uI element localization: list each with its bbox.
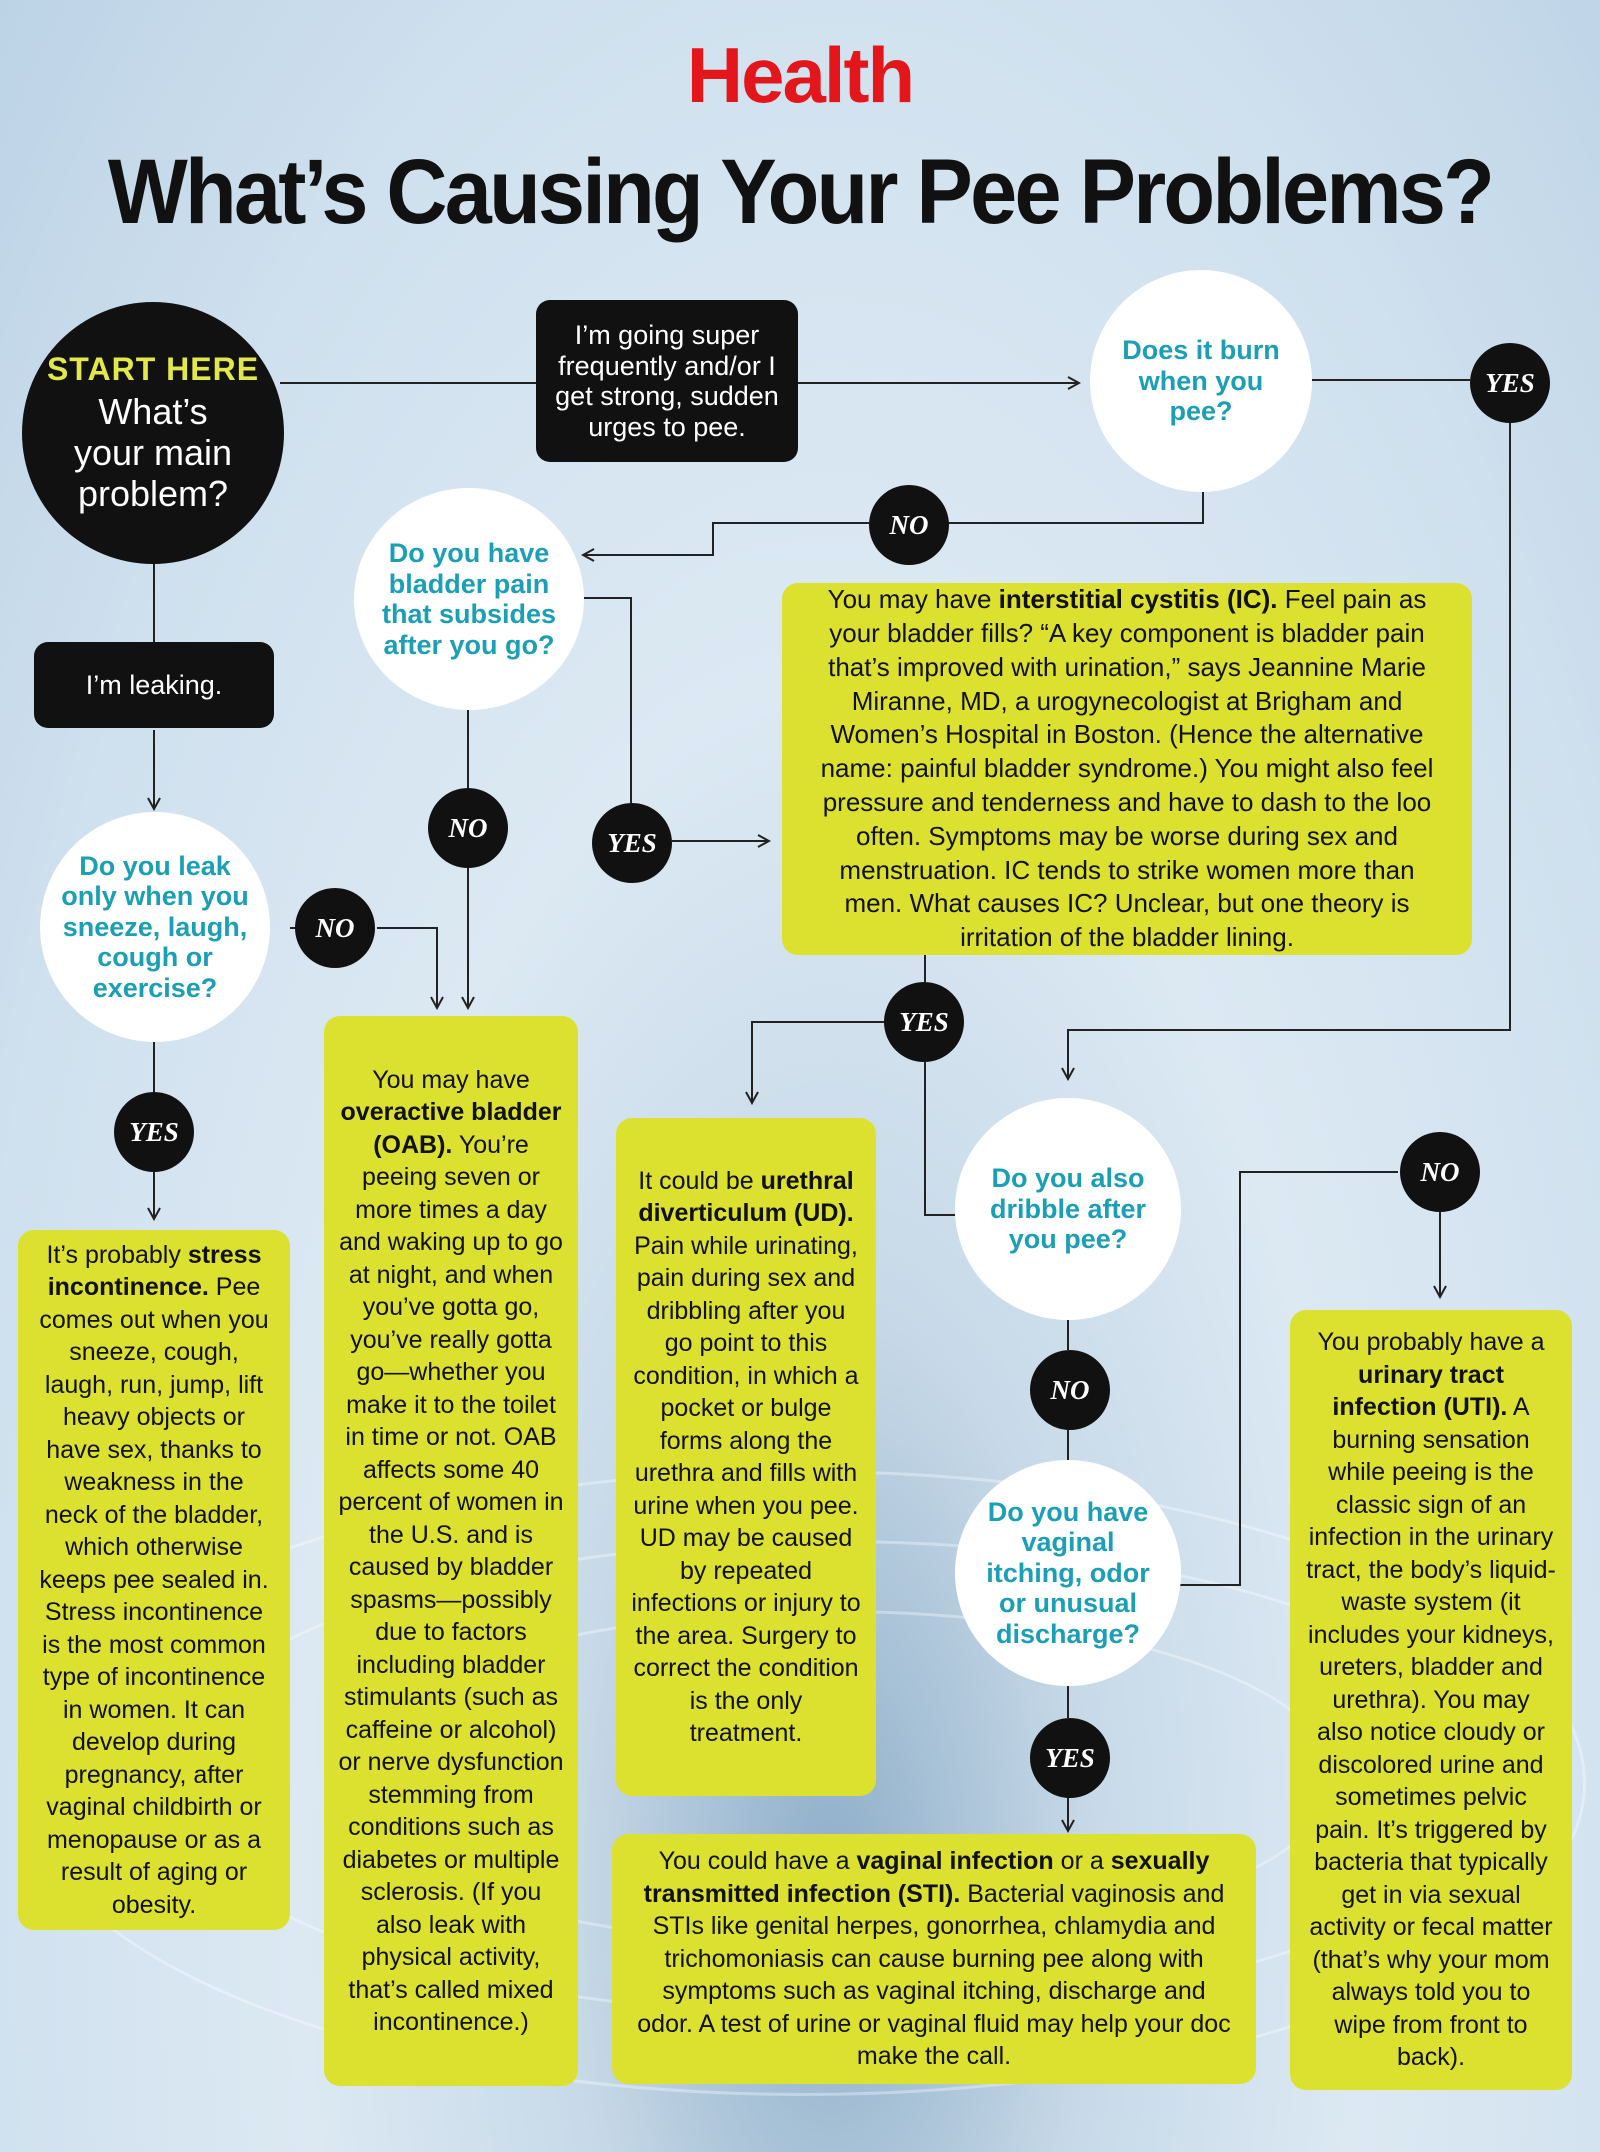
result-urethral-diverticulum xyxy=(616,1118,876,1796)
brand-logo: Health xyxy=(686,31,914,119)
sti-mid: or a xyxy=(1053,1847,1111,1876)
option-leaking-box: I’m leaking. xyxy=(34,642,274,728)
result-stress-incontinence xyxy=(18,1230,290,1930)
oab-bold: overactive bladder (OAB). xyxy=(340,1098,562,1159)
badge-no-leak: NO xyxy=(295,888,375,968)
question-vaginal: Do you have vaginal itching, odor or unusual discharge? xyxy=(955,1460,1181,1686)
result-vaginal-infection-sti xyxy=(612,1834,1256,2084)
sti-pre: You could have a xyxy=(658,1847,857,1876)
question-bladder-pain: Do you have bladder pain that subsides after you go? xyxy=(354,488,584,710)
connector-bladder-to-yes xyxy=(582,598,631,803)
uti-bold: urinary tract infection (UTI). xyxy=(1332,1360,1508,1422)
connector-yes-to-ud xyxy=(752,1022,884,1102)
question-leak-only: Do you leak only when you sneeze, laugh, cough or exercise? xyxy=(40,812,270,1042)
badge-no-uti: NO xyxy=(1400,1132,1480,1212)
connector-yes-to-dribble-2 xyxy=(925,1062,955,1215)
badge-yes-bladder: YES xyxy=(592,803,672,883)
result-interstitial-cystitis xyxy=(782,583,1472,955)
badge-yes-ic: YES xyxy=(884,982,964,1062)
oab-pre: You may have xyxy=(372,1065,530,1094)
option-frequent-box: I’m going super frequently and/or I get strong, sudden urges to pee. xyxy=(536,300,798,462)
connector-no-to-bladder xyxy=(584,523,869,555)
sti-post: Bacterial vaginosis and STIs like genital herpes, gonorrhea, chlamydia and trichomoniasis can cause burning pee along with symptoms such as vaginal itching, discharge and odor. A test of urine or vaginal fluid may help your doc make the call. xyxy=(637,1879,1231,2071)
stress-post: Pee comes out when you sneeze, cough, laugh, run, jump, lift heavy objects or have sex, thanks to weakness in the neck of the bladder, which otherwise keeps pee sealed in. Stress incontinence is the most common type of incontinence in women. It can develop during pregnancy, after vaginal childbirth or menopause or as a result of aging or obesity. xyxy=(39,1273,269,1919)
page-title: What’s Causing Your Pee Problems? xyxy=(107,141,1493,243)
question-burn: Does it burn when you pee? xyxy=(1090,270,1312,492)
start-question: What’s your main problem? xyxy=(73,391,233,514)
ic-post: Feel pain as your bladder fills? “A key component is bladder pain that’s improved with urination,” says Jeannine Marie Miranne, MD, a urogynecologist at Brigham and Women’s Hospital in Boston. (Hence the alternative name: painful bladder syndrome.) You might also feel pressure and tenderness and have to dash to the loo often. Symptoms may be worse during sex and menstruation. IC tends to strike women more than men. What causes IC? Unclear, but one theory is irritation of the bladder lining. xyxy=(820,584,1434,953)
badge-yes-vaginal: YES xyxy=(1030,1718,1110,1798)
badge-no-dribble: NO xyxy=(1030,1350,1110,1430)
connector-no-to-oab-2 xyxy=(377,928,437,1007)
badge-no-bladder: NO xyxy=(428,788,508,868)
ic-pre: You may have xyxy=(827,584,999,615)
start-here-circle xyxy=(22,302,284,564)
sti-bold1: vaginal infection xyxy=(856,1847,1054,1876)
start-kicker: START HERE xyxy=(46,351,260,388)
uti-pre: You probably have a xyxy=(1317,1328,1545,1357)
stress-pre: It’s probably xyxy=(46,1240,188,1269)
ud-bold: urethral diverticulum (UD). xyxy=(638,1166,854,1227)
badge-no-burn: NO xyxy=(869,485,949,565)
connector-burn-to-no xyxy=(947,490,1203,523)
stress-bold: stress incontinence. xyxy=(47,1240,262,1302)
sti-bold2: sexually transmitted infection (STI). xyxy=(643,1847,1210,1908)
result-overactive-bladder xyxy=(324,1016,578,2086)
badge-yes-leak: YES xyxy=(114,1092,194,1172)
ud-pre: It could be xyxy=(638,1166,761,1195)
question-dribble: Do you also dribble after you pee? xyxy=(955,1098,1181,1320)
ic-bold: interstitial cystitis (IC). xyxy=(998,584,1278,615)
result-urinary-tract-infection xyxy=(1290,1310,1572,2090)
oab-post: You’re peeing seven or more times a day and waking up to go at night, and when you’ve gotta go, you’ve really gotta go—whether you make it to the toilet in time or not. OAB affects some 40 percent of women in the U.S. and is caused by bladder spasms—possibly due to factors including bladder stimulants (such as caffeine or alcohol) or nerve dysfunction stemming from conditions such as diabetes or multiple sclerosis. (If you also leak with physical activity, that’s called mixed incontinence.) xyxy=(338,1130,564,2036)
badge-yes-burn: YES xyxy=(1470,343,1550,423)
uti-post: A burning sensation while peeing is the classic sign of an infection in the urinary tract, the body’s liquid-waste system (it includes your kidneys, ureters, bladder and urethra). You may also notice cloudy or discolored urine and sometimes pelvic pain. It’s triggered by bacteria that typically get in via sexual activity or fecal matter (that’s why your mom always told you to wipe from front to back). xyxy=(1306,1393,1556,2072)
ud-post: Pain while urinating, pain during sex and dribbling after you go point to this condition, in which a pocket or bulge forms along the urethra and fills with urine when you pee. UD may be caused by repeated infections or injury to the area. Surgery to correct the condition is the only treatment. xyxy=(631,1231,861,1747)
